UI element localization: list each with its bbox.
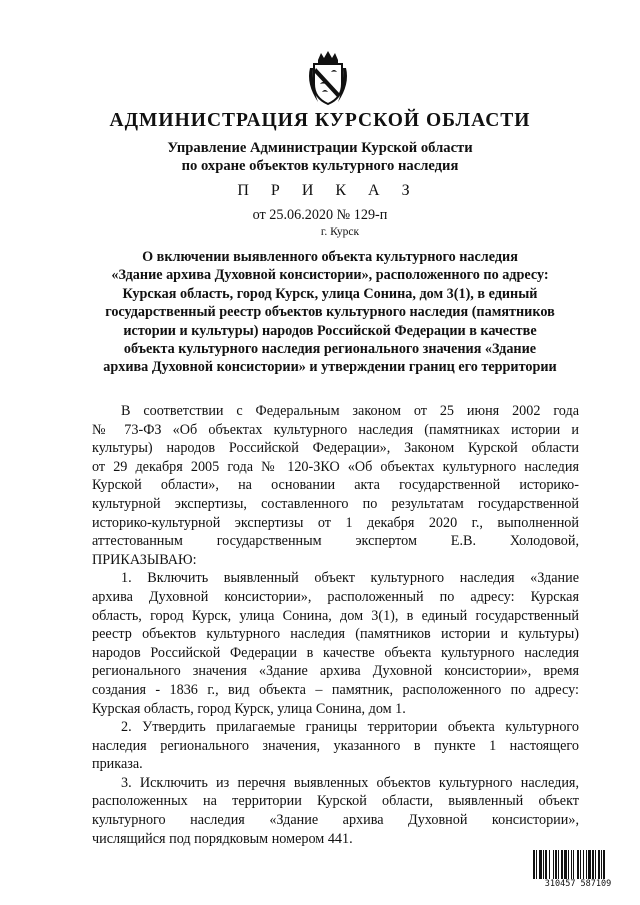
- body-line: народов Российской Федерации в качестве объекта культурного наследия: [92, 644, 579, 661]
- department-line: Управление Администрации Курской области: [167, 140, 473, 156]
- body-line: архива Духовной консистории», расположенный по адресу: Курская: [92, 588, 579, 605]
- subject-line: Курская область, город Курск, улица Сонина, дом 3(1), в единый: [122, 285, 538, 302]
- body-line: создания - 1836 г., вид объекта – памятник, расположенного по адресу:: [92, 681, 579, 698]
- document-city: г. Курск: [320, 226, 360, 238]
- body-line: расположенных на территории Курской области, выявленный объект: [92, 793, 579, 810]
- subject-line: истории и культуры) народов Российской Федерации в качестве: [123, 322, 537, 339]
- body-line: числящийся под порядковым номером 441.: [92, 830, 353, 847]
- body-line: историко-культурной экспертизы от 1 декабря 2020 г., выполненной: [92, 514, 579, 531]
- subject-line: О включении выявленного объекта культурного наследия: [142, 249, 518, 265]
- document-body: [92, 402, 579, 848]
- body-line: регионального значения «Здание архива Духовной консистории», время: [92, 663, 579, 680]
- document-date-number: от 25.06.2020 № 129-п: [252, 207, 388, 223]
- subject-line: архива Духовной консистории» и утверждении границ его территории: [103, 359, 557, 376]
- body-line: 1. Включить выявленный объект культурного наследия «Здание: [121, 570, 579, 587]
- body-line: Курская область, город Курск, улица Сонина, дом 1.: [92, 700, 406, 717]
- department-name: [0, 139, 640, 175]
- body-line: реестр объектов культурного наследия (памятников истории и культуры): [92, 626, 579, 643]
- body-line: от 29 декабря 2005 года № 120-ЗКО «Об объектах культурного наследия: [92, 458, 579, 475]
- body-line: наследия регионального значения, указанного в пункте 1 настоящего: [92, 737, 579, 754]
- coat-of-arms-icon: [304, 50, 352, 106]
- preamble-paragraph: [92, 402, 579, 569]
- order-command: ПРИКАЗЫВАЮ:: [92, 551, 197, 568]
- body-line: культуры) народов Российской Федерации», Законом Курской области: [92, 440, 579, 457]
- order-item-2: [92, 718, 579, 774]
- body-line: область, город Курск, улица Сонина, дом 3(1), в единый государственный: [92, 607, 579, 624]
- body-line: приказа.: [92, 756, 143, 773]
- body-line: 2. Утвердить прилагаемые границы территории объекта культурного: [121, 719, 579, 736]
- body-line: В соответствии с Федеральным законом от 25 июня 2002 года: [121, 403, 579, 419]
- subject-line: «Здание архива Духовной консистории», расположенного по адресу:: [111, 267, 549, 284]
- subject-line: объекта культурного наследия регионального значения «Здание: [123, 341, 537, 358]
- document-type: П Р И К А З: [237, 182, 419, 199]
- document-subject: [76, 248, 584, 377]
- order-item-3: [92, 774, 579, 848]
- body-line: 3. Исключить из перечня выявленных объектов культурного наследия,: [121, 774, 579, 791]
- body-line: аттестованным государственным экспертом Е.В. Холодовой,: [92, 533, 579, 550]
- barcode-number: 310457 587109: [532, 879, 624, 890]
- order-item-1: [92, 569, 579, 718]
- organization-name: АДМИНИСТРАЦИЯ КУРСКОЙ ОБЛАСТИ: [109, 110, 531, 131]
- body-line: культурной экспертизы, составленного по результатам государственной: [92, 495, 579, 512]
- body-line: Курской области», на основании акта государственной историко-: [92, 477, 579, 494]
- body-line: культурного наследия «Здание архива Духовной консистории»,: [92, 812, 579, 829]
- subject-line: государственный реестр объектов культурного наследия (памятников: [105, 304, 555, 321]
- department-line: по охране объектов культурного наследия: [181, 158, 459, 174]
- body-line: № 73-ФЗ «Об объектах культурного наследия (памятниках истории и: [92, 421, 579, 438]
